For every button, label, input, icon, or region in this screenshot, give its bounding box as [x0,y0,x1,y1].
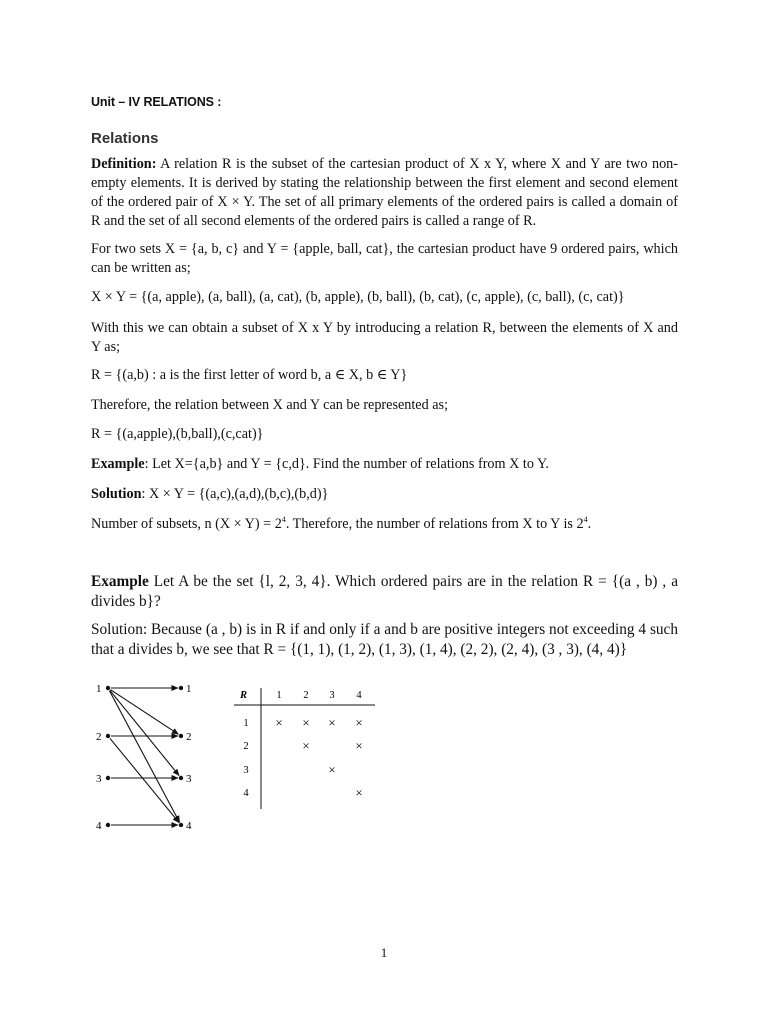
matrix-cell-mark: × [328,715,336,730]
right-node [179,776,183,780]
matrix-row-header: 4 [243,788,249,799]
matrix-column-header: 3 [329,690,335,701]
section-heading: Relations [91,130,159,147]
matrix-cell-mark: × [355,715,363,730]
matrix-row-header: 2 [243,741,249,752]
left-node-label: 4 [96,820,102,832]
left-node-label: 3 [96,773,102,785]
solution-1 [91,485,328,504]
relation-digraph [96,683,192,832]
relation-definition: R = {(a,b) : a is the first letter of word b, a ∈ X, b ∈ Y} [91,367,408,383]
right-node [179,734,183,738]
page-number: 1 [380,945,388,960]
matrix-cell-mark: × [355,738,363,753]
matrix-cell-mark: × [328,762,336,777]
left-node-label: 1 [96,683,102,695]
solution-1-label: Solution [91,486,142,502]
two-sets-paragraph: For two sets X = {a, b, c} and Y = {apple, ball, cat}, the cartesian product have 9 ordered pairs, which can be written as; [91,241,678,276]
example-2 [91,572,678,612]
subsets-text-middle: . Therefore, the number of relations from X to Y is 2 [285,516,584,532]
definition-text: A relation R is the subset of the cartesian product of X x Y, where X and Y are two non-empty elements. It is derived by stating the relationship between the first element and second element of the ordered pair of X × Y. The set of all primary elements of the ordered pairs is called a domain of R and the set of all second elements of the ordered pairs is called a range of R. [91,156,678,229]
subsets-exponent-2: 4 [583,515,588,524]
definition-label: Definition: [91,156,157,172]
subsets-text-after: . [587,516,592,532]
example-1-text: : Let X={a,b} and Y = {c,d}. Find the number of relations from X to Y. [144,456,549,472]
right-node [179,686,183,690]
example-2-text: Let A be the set {l, 2, 3, 4}. Which ordered pairs are in the relation R = {(a , b) , a divides b}? [91,573,678,610]
relation-result: R = {(a,apple),(b,ball),(c,cat)} [91,426,264,442]
matrix-column-header: 2 [303,690,309,701]
relation-matrix [234,688,375,809]
matrix-cell-mark: × [302,738,310,753]
definition-paragraph [91,155,678,231]
relation-arrow [109,691,179,823]
relation-arrow [110,690,179,775]
relation-figure [88,676,398,841]
solution-2: Solution: Because (a , b) is in R if and only if a and b are positive integers not exceeding 4 such that a divides b, we see that R = {(1, 1), (1, 2), (1, 3), (1, 4), (2, 2), (2, 4), (3 , 3), (4, 4)} [91,621,678,658]
example-2-label: Example [91,573,149,590]
matrix-row-header: 1 [243,718,249,729]
left-node [106,776,110,780]
subsets-line [91,515,591,534]
matrix-cell-mark: × [355,785,363,800]
right-node-label: 2 [186,731,192,743]
matrix-column-header: 1 [276,690,282,701]
subsets-exponent-1: 4 [281,515,286,524]
example-1-label: Example [91,456,145,472]
left-node [106,734,110,738]
subsets-text-before: Number of subsets, n (X × Y) = 2 [91,516,282,532]
left-node [106,686,110,690]
right-node-label: 3 [186,773,192,785]
matrix-cell-mark: × [302,715,310,730]
example-1 [91,455,549,474]
matrix-corner: R [240,690,248,701]
relation-arrow [110,738,179,822]
matrix-column-header: 4 [356,690,362,701]
right-node-label: 4 [186,820,192,832]
subset-paragraph: With this we can obtain a subset of X x Y by introducing a relation R, between the elements of X and Y as; [91,320,678,355]
solution-1-text: : X × Y = {(a,c),(a,d),(b,c),(b,d)} [141,486,329,502]
right-node [179,823,183,827]
therefore-line: Therefore, the relation between X and Y can be represented as; [91,397,449,413]
cartesian-product-line: X × Y = {(a, apple), (a, ball), (a, cat), (b, apple), (b, ball), (b, cat), (c, apple), (c, ball), (c, cat)} [91,289,625,305]
matrix-cell-mark: × [275,715,283,730]
matrix-row-header: 3 [243,765,249,776]
left-node-label: 2 [96,731,102,743]
unit-title: Unit – IV RELATIONS : [91,95,222,109]
left-node [106,823,110,827]
right-node-label: 1 [186,683,192,695]
